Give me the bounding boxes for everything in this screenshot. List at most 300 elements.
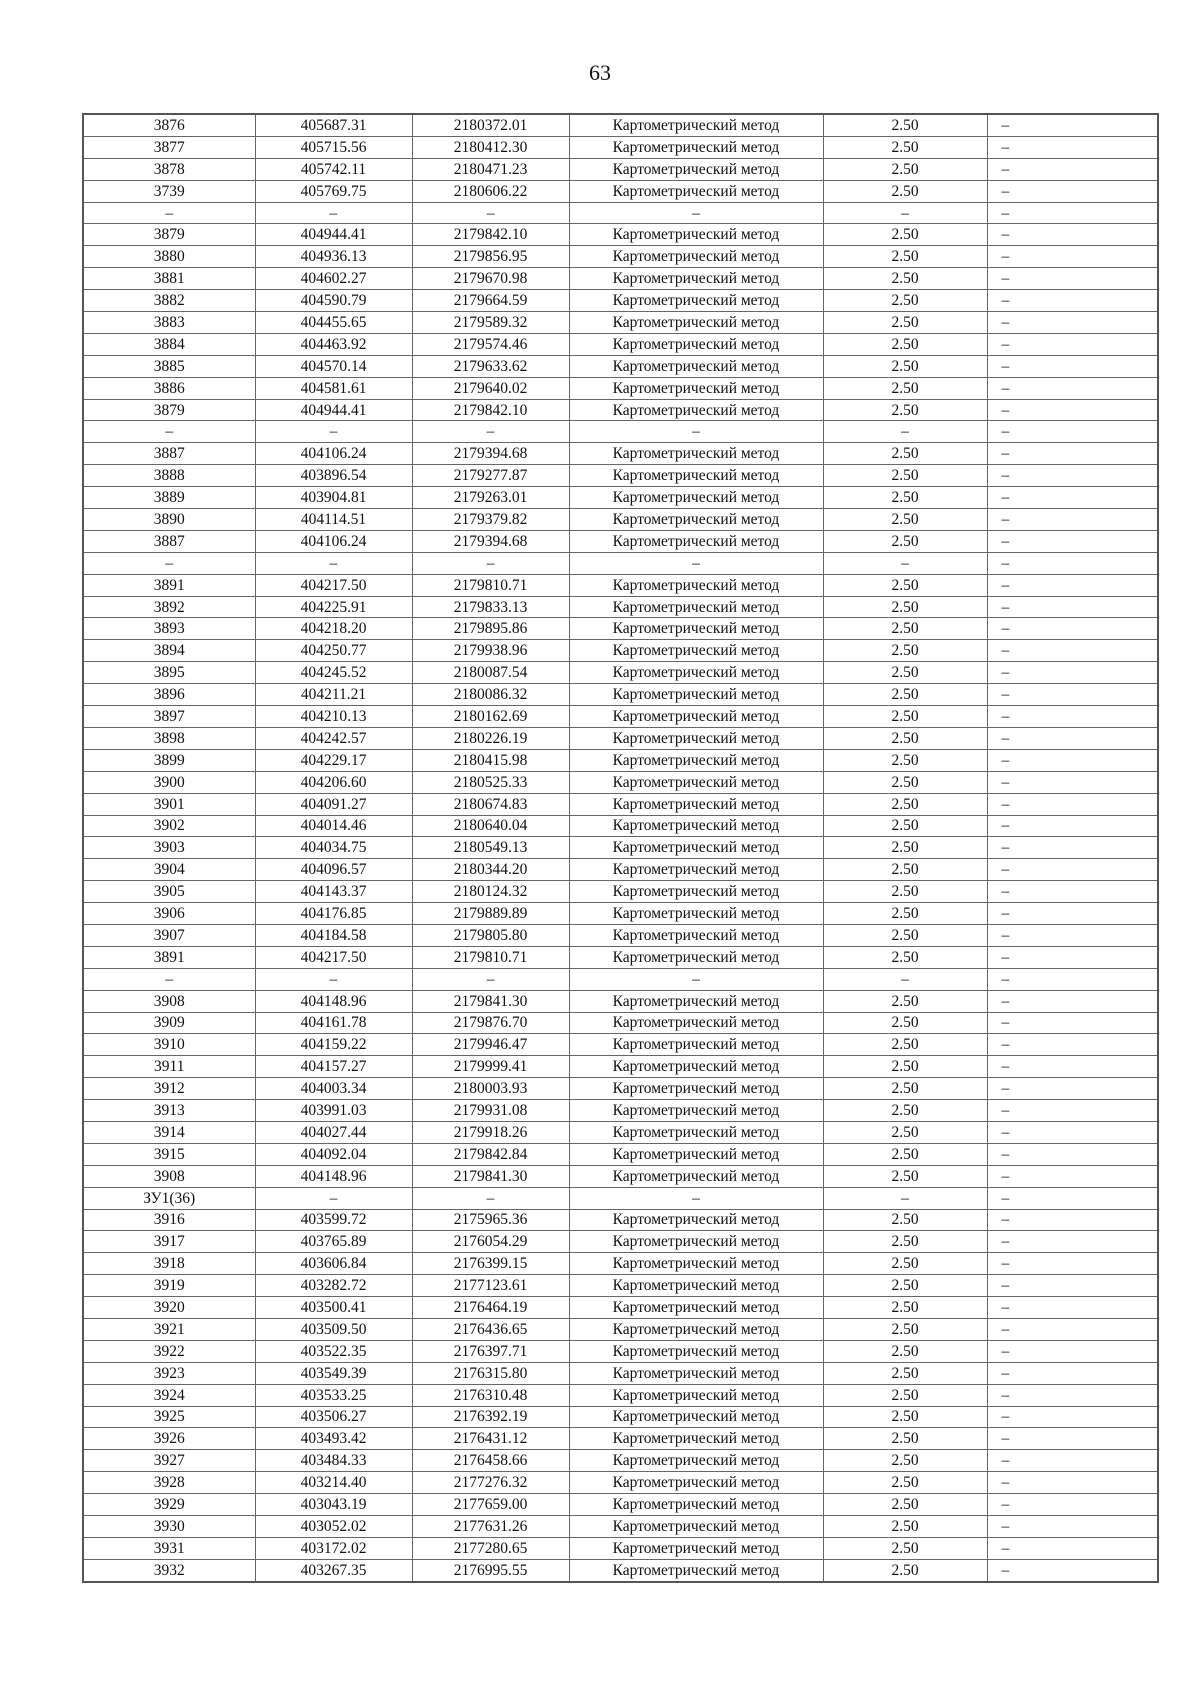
note-cell: – — [987, 355, 1158, 377]
point-number-cell: 3924 — [83, 1384, 255, 1406]
x-coordinate-cell: 403606.84 — [255, 1253, 412, 1275]
point-number-cell: 3895 — [83, 662, 255, 684]
x-coordinate-cell: – — [255, 421, 412, 443]
method-cell: Картометрический метод — [569, 815, 823, 837]
point-number-cell: 3894 — [83, 640, 255, 662]
point-number-cell: 3921 — [83, 1318, 255, 1340]
y-coordinate-cell: 2176397.71 — [412, 1340, 569, 1362]
method-cell: Картометрический метод — [569, 574, 823, 596]
point-number-cell: 3916 — [83, 1209, 255, 1231]
note-cell: – — [987, 421, 1158, 443]
table-row — [83, 1537, 1158, 1559]
note-cell: – — [987, 180, 1158, 202]
y-coordinate-cell: 2180525.33 — [412, 771, 569, 793]
accuracy-cell: 2.50 — [823, 793, 987, 815]
accuracy-cell: 2.50 — [823, 1494, 987, 1516]
table-row — [83, 268, 1158, 290]
table-row — [83, 618, 1158, 640]
y-coordinate-cell: – — [412, 552, 569, 574]
accuracy-cell: 2.50 — [823, 837, 987, 859]
y-coordinate-cell: 2179263.01 — [412, 487, 569, 509]
method-cell: Картометрический метод — [569, 640, 823, 662]
point-number-cell: 3880 — [83, 246, 255, 268]
method-cell: – — [569, 421, 823, 443]
method-cell: Картометрический метод — [569, 1340, 823, 1362]
page-number: 63 — [589, 60, 611, 85]
table-row — [83, 487, 1158, 509]
point-number-cell: 3919 — [83, 1275, 255, 1297]
method-cell: – — [569, 202, 823, 224]
accuracy-cell: – — [823, 202, 987, 224]
y-coordinate-cell: 2180162.69 — [412, 706, 569, 728]
y-coordinate-cell: 2180087.54 — [412, 662, 569, 684]
x-coordinate-cell: 404944.41 — [255, 399, 412, 421]
table-row — [83, 1494, 1158, 1516]
y-coordinate-cell: 2177659.00 — [412, 1494, 569, 1516]
x-coordinate-cell: 404218.20 — [255, 618, 412, 640]
method-cell: Картометрический метод — [569, 158, 823, 180]
accuracy-cell: 2.50 — [823, 443, 987, 465]
accuracy-cell: 2.50 — [823, 246, 987, 268]
method-cell: – — [569, 968, 823, 990]
point-number-cell: 3909 — [83, 1012, 255, 1034]
table-row — [83, 903, 1158, 925]
accuracy-cell: 2.50 — [823, 1537, 987, 1559]
y-coordinate-cell: 2176054.29 — [412, 1231, 569, 1253]
method-cell: Картометрический метод — [569, 749, 823, 771]
note-cell: – — [987, 1362, 1158, 1384]
y-coordinate-cell: 2176995.55 — [412, 1559, 569, 1581]
method-cell: Картометрический метод — [569, 1034, 823, 1056]
y-coordinate-cell: 2180640.04 — [412, 815, 569, 837]
note-cell: – — [987, 968, 1158, 990]
x-coordinate-cell: 405687.31 — [255, 114, 412, 136]
point-number-cell: 3899 — [83, 749, 255, 771]
method-cell: Картометрический метод — [569, 1406, 823, 1428]
coordinates-table-body — [83, 114, 1158, 1582]
y-coordinate-cell: 2179999.41 — [412, 1056, 569, 1078]
table-row — [83, 640, 1158, 662]
table-row — [83, 771, 1158, 793]
table-row — [83, 815, 1158, 837]
accuracy-cell: 2.50 — [823, 903, 987, 925]
note-cell: – — [987, 1297, 1158, 1319]
method-cell: Картометрический метод — [569, 771, 823, 793]
x-coordinate-cell: 404217.50 — [255, 946, 412, 968]
note-cell: – — [987, 1121, 1158, 1143]
point-number-cell: 3930 — [83, 1516, 255, 1538]
x-coordinate-cell: 403500.41 — [255, 1297, 412, 1319]
x-coordinate-cell: 403896.54 — [255, 465, 412, 487]
x-coordinate-cell: 403172.02 — [255, 1537, 412, 1559]
accuracy-cell: 2.50 — [823, 224, 987, 246]
table-row — [83, 946, 1158, 968]
table-row — [83, 706, 1158, 728]
accuracy-cell: 2.50 — [823, 706, 987, 728]
y-coordinate-cell: 2179379.82 — [412, 509, 569, 531]
note-cell: – — [987, 1450, 1158, 1472]
method-cell: Картометрический метод — [569, 1494, 823, 1516]
accuracy-cell: 2.50 — [823, 158, 987, 180]
point-number-cell: 3884 — [83, 333, 255, 355]
note-cell: – — [987, 399, 1158, 421]
method-cell: Картометрический метод — [569, 596, 823, 618]
note-cell: – — [987, 246, 1158, 268]
x-coordinate-cell: 404463.92 — [255, 333, 412, 355]
note-cell: – — [987, 1559, 1158, 1581]
method-cell: Картометрический метод — [569, 377, 823, 399]
y-coordinate-cell: 2179277.87 — [412, 465, 569, 487]
method-cell: Картометрический метод — [569, 224, 823, 246]
point-number-cell: 3913 — [83, 1100, 255, 1122]
point-number-cell: 3914 — [83, 1121, 255, 1143]
table-row — [83, 1056, 1158, 1078]
accuracy-cell: 2.50 — [823, 1078, 987, 1100]
table-row — [83, 749, 1158, 771]
table-row — [83, 859, 1158, 881]
y-coordinate-cell: 2179633.62 — [412, 355, 569, 377]
accuracy-cell: 2.50 — [823, 487, 987, 509]
table-row — [83, 443, 1158, 465]
accuracy-cell: 2.50 — [823, 1231, 987, 1253]
method-cell: – — [569, 1187, 823, 1209]
accuracy-cell: 2.50 — [823, 1297, 987, 1319]
y-coordinate-cell: 2179842.10 — [412, 224, 569, 246]
y-coordinate-cell: 2180549.13 — [412, 837, 569, 859]
accuracy-cell: 2.50 — [823, 1428, 987, 1450]
table-row — [83, 1012, 1158, 1034]
x-coordinate-cell: – — [255, 202, 412, 224]
point-number-cell: 3918 — [83, 1253, 255, 1275]
point-number-cell: 3898 — [83, 727, 255, 749]
x-coordinate-cell: 404148.96 — [255, 990, 412, 1012]
table-row — [83, 837, 1158, 859]
table-row — [83, 1187, 1158, 1209]
accuracy-cell: 2.50 — [823, 114, 987, 136]
method-cell: Картометрический метод — [569, 399, 823, 421]
accuracy-cell: – — [823, 421, 987, 443]
x-coordinate-cell: 403991.03 — [255, 1100, 412, 1122]
accuracy-cell: 2.50 — [823, 771, 987, 793]
accuracy-cell: 2.50 — [823, 268, 987, 290]
note-cell: – — [987, 1231, 1158, 1253]
method-cell: Картометрический метод — [569, 1318, 823, 1340]
note-cell: – — [987, 1318, 1158, 1340]
x-coordinate-cell: 404148.96 — [255, 1165, 412, 1187]
point-number-cell: 3908 — [83, 990, 255, 1012]
note-cell: – — [987, 1143, 1158, 1165]
note-cell: – — [987, 290, 1158, 312]
method-cell: Картометрический метод — [569, 618, 823, 640]
accuracy-cell: 2.50 — [823, 1143, 987, 1165]
y-coordinate-cell: 2177280.65 — [412, 1537, 569, 1559]
note-cell: – — [987, 574, 1158, 596]
y-coordinate-cell: 2177123.61 — [412, 1275, 569, 1297]
table-row — [83, 202, 1158, 224]
table-row — [83, 1121, 1158, 1143]
note-cell: – — [987, 793, 1158, 815]
table-row — [83, 990, 1158, 1012]
table-row — [83, 114, 1158, 136]
y-coordinate-cell: 2180226.19 — [412, 727, 569, 749]
note-cell: – — [987, 1056, 1158, 1078]
point-number-cell: 3906 — [83, 903, 255, 925]
y-coordinate-cell: 2176458.66 — [412, 1450, 569, 1472]
table-row — [83, 509, 1158, 531]
y-coordinate-cell: 2180412.30 — [412, 136, 569, 158]
table-row — [83, 136, 1158, 158]
x-coordinate-cell: 404245.52 — [255, 662, 412, 684]
table-row — [83, 1100, 1158, 1122]
method-cell: Картометрический метод — [569, 837, 823, 859]
note-cell: – — [987, 268, 1158, 290]
note-cell: – — [987, 903, 1158, 925]
x-coordinate-cell: 404602.27 — [255, 268, 412, 290]
note-cell: – — [987, 837, 1158, 859]
x-coordinate-cell: 404003.34 — [255, 1078, 412, 1100]
accuracy-cell: 2.50 — [823, 749, 987, 771]
method-cell: Картометрический метод — [569, 924, 823, 946]
note-cell: – — [987, 114, 1158, 136]
y-coordinate-cell: – — [412, 421, 569, 443]
accuracy-cell: 2.50 — [823, 1516, 987, 1538]
note-cell: – — [987, 749, 1158, 771]
y-coordinate-cell: – — [412, 968, 569, 990]
y-coordinate-cell: 2176310.48 — [412, 1384, 569, 1406]
point-number-cell: 3886 — [83, 377, 255, 399]
table-row — [83, 355, 1158, 377]
table-row — [83, 924, 1158, 946]
note-cell: – — [987, 333, 1158, 355]
note-cell: – — [987, 990, 1158, 1012]
x-coordinate-cell: 403506.27 — [255, 1406, 412, 1428]
method-cell: Картометрический метод — [569, 268, 823, 290]
accuracy-cell: – — [823, 1187, 987, 1209]
accuracy-cell: 2.50 — [823, 1318, 987, 1340]
x-coordinate-cell: 404206.60 — [255, 771, 412, 793]
table-row — [83, 793, 1158, 815]
method-cell: Картометрический метод — [569, 793, 823, 815]
y-coordinate-cell: 2180372.01 — [412, 114, 569, 136]
accuracy-cell: 2.50 — [823, 1406, 987, 1428]
method-cell: Картометрический метод — [569, 1537, 823, 1559]
table-row — [83, 662, 1158, 684]
table-row — [83, 1450, 1158, 1472]
x-coordinate-cell: 403599.72 — [255, 1209, 412, 1231]
table-row — [83, 377, 1158, 399]
x-coordinate-cell: 403267.35 — [255, 1559, 412, 1581]
table-row — [83, 1165, 1158, 1187]
table-row — [83, 1406, 1158, 1428]
x-coordinate-cell: 403533.25 — [255, 1384, 412, 1406]
accuracy-cell: 2.50 — [823, 859, 987, 881]
note-cell: – — [987, 136, 1158, 158]
note-cell: – — [987, 1100, 1158, 1122]
accuracy-cell: 2.50 — [823, 1275, 987, 1297]
note-cell: – — [987, 618, 1158, 640]
x-coordinate-cell: 404210.13 — [255, 706, 412, 728]
accuracy-cell: 2.50 — [823, 290, 987, 312]
note-cell: – — [987, 640, 1158, 662]
point-number-cell: 3917 — [83, 1231, 255, 1253]
table-row — [83, 552, 1158, 574]
point-number-cell: 3891 — [83, 946, 255, 968]
point-number-cell: 3911 — [83, 1056, 255, 1078]
table-row — [83, 1275, 1158, 1297]
table-row — [83, 1559, 1158, 1581]
y-coordinate-cell: 2175965.36 — [412, 1209, 569, 1231]
table-row — [83, 333, 1158, 355]
note-cell: – — [987, 530, 1158, 552]
method-cell: Картометрический метод — [569, 443, 823, 465]
x-coordinate-cell: 404034.75 — [255, 837, 412, 859]
y-coordinate-cell: 2180086.32 — [412, 684, 569, 706]
point-number-cell: 3892 — [83, 596, 255, 618]
x-coordinate-cell: 405715.56 — [255, 136, 412, 158]
x-coordinate-cell: – — [255, 1187, 412, 1209]
method-cell: Картометрический метод — [569, 859, 823, 881]
table-row — [83, 1034, 1158, 1056]
note-cell: – — [987, 552, 1158, 574]
point-number-cell: – — [83, 421, 255, 443]
y-coordinate-cell: 2179841.30 — [412, 990, 569, 1012]
note-cell: – — [987, 596, 1158, 618]
y-coordinate-cell: 2179931.08 — [412, 1100, 569, 1122]
accuracy-cell: 2.50 — [823, 815, 987, 837]
x-coordinate-cell: 404106.24 — [255, 443, 412, 465]
point-number-cell: 3885 — [83, 355, 255, 377]
point-number-cell: 3925 — [83, 1406, 255, 1428]
point-number-cell: 3927 — [83, 1450, 255, 1472]
method-cell: Картометрический метод — [569, 1231, 823, 1253]
coordinates-table — [82, 113, 1159, 1583]
note-cell: – — [987, 1472, 1158, 1494]
point-number-cell: 3920 — [83, 1297, 255, 1319]
table-row — [83, 1078, 1158, 1100]
table-row — [83, 1340, 1158, 1362]
method-cell: – — [569, 552, 823, 574]
y-coordinate-cell: 2179938.96 — [412, 640, 569, 662]
note-cell: – — [987, 202, 1158, 224]
note-cell: – — [987, 312, 1158, 334]
accuracy-cell: 2.50 — [823, 640, 987, 662]
point-number-cell: – — [83, 202, 255, 224]
method-cell: Картометрический метод — [569, 1253, 823, 1275]
x-coordinate-cell: 404176.85 — [255, 903, 412, 925]
x-coordinate-cell: 404936.13 — [255, 246, 412, 268]
x-coordinate-cell: 404581.61 — [255, 377, 412, 399]
method-cell: Картометрический метод — [569, 1056, 823, 1078]
y-coordinate-cell: 2179889.89 — [412, 903, 569, 925]
table-row — [83, 1297, 1158, 1319]
x-coordinate-cell: 404944.41 — [255, 224, 412, 246]
method-cell: Картометрический метод — [569, 1143, 823, 1165]
method-cell: Картометрический метод — [569, 946, 823, 968]
note-cell: – — [987, 465, 1158, 487]
table-row — [83, 312, 1158, 334]
note-cell: – — [987, 1187, 1158, 1209]
x-coordinate-cell: 403509.50 — [255, 1318, 412, 1340]
table-row — [83, 246, 1158, 268]
y-coordinate-cell: 2180674.83 — [412, 793, 569, 815]
x-coordinate-cell: 404161.78 — [255, 1012, 412, 1034]
accuracy-cell: 2.50 — [823, 1450, 987, 1472]
note-cell: – — [987, 1384, 1158, 1406]
y-coordinate-cell: 2179876.70 — [412, 1012, 569, 1034]
method-cell: Картометрический метод — [569, 706, 823, 728]
table-row — [83, 421, 1158, 443]
x-coordinate-cell: 404091.27 — [255, 793, 412, 815]
note-cell: – — [987, 859, 1158, 881]
accuracy-cell: 2.50 — [823, 1165, 987, 1187]
x-coordinate-cell: 405769.75 — [255, 180, 412, 202]
point-number-cell: 3931 — [83, 1537, 255, 1559]
point-number-cell: 3907 — [83, 924, 255, 946]
y-coordinate-cell: 2176464.19 — [412, 1297, 569, 1319]
x-coordinate-cell: 404570.14 — [255, 355, 412, 377]
point-number-cell: 3893 — [83, 618, 255, 640]
note-cell: – — [987, 1494, 1158, 1516]
point-number-cell: 3896 — [83, 684, 255, 706]
method-cell: Картометрический метод — [569, 290, 823, 312]
method-cell: Картометрический метод — [569, 465, 823, 487]
table-row — [83, 1143, 1158, 1165]
accuracy-cell: 2.50 — [823, 1121, 987, 1143]
y-coordinate-cell: 2179810.71 — [412, 574, 569, 596]
x-coordinate-cell: 404225.91 — [255, 596, 412, 618]
table-row — [83, 1384, 1158, 1406]
y-coordinate-cell: 2179810.71 — [412, 946, 569, 968]
point-number-cell: 3915 — [83, 1143, 255, 1165]
point-number-cell: 3888 — [83, 465, 255, 487]
accuracy-cell: 2.50 — [823, 990, 987, 1012]
table-row — [83, 399, 1158, 421]
note-cell: – — [987, 1012, 1158, 1034]
x-coordinate-cell: 404143.37 — [255, 881, 412, 903]
method-cell: Картометрический метод — [569, 136, 823, 158]
y-coordinate-cell: 2180003.93 — [412, 1078, 569, 1100]
method-cell: Картометрический метод — [569, 1362, 823, 1384]
point-number-cell: 3902 — [83, 815, 255, 837]
method-cell: Картометрический метод — [569, 1100, 823, 1122]
method-cell: Картометрический метод — [569, 1450, 823, 1472]
y-coordinate-cell: 2179805.80 — [412, 924, 569, 946]
y-coordinate-cell: 2176431.12 — [412, 1428, 569, 1450]
point-number-cell: ЗУ1(36) — [83, 1187, 255, 1209]
x-coordinate-cell: 404211.21 — [255, 684, 412, 706]
note-cell: – — [987, 771, 1158, 793]
accuracy-cell: 2.50 — [823, 1384, 987, 1406]
point-number-cell: 3922 — [83, 1340, 255, 1362]
note-cell: – — [987, 924, 1158, 946]
note-cell: – — [987, 1428, 1158, 1450]
y-coordinate-cell: 2179946.47 — [412, 1034, 569, 1056]
note-cell: – — [987, 158, 1158, 180]
method-cell: Картометрический метод — [569, 881, 823, 903]
note-cell: – — [987, 815, 1158, 837]
accuracy-cell: 2.50 — [823, 727, 987, 749]
method-cell: Картометрический метод — [569, 487, 823, 509]
table-row — [83, 1231, 1158, 1253]
accuracy-cell: 2.50 — [823, 136, 987, 158]
accuracy-cell: – — [823, 968, 987, 990]
point-number-cell: – — [83, 552, 255, 574]
accuracy-cell: 2.50 — [823, 465, 987, 487]
accuracy-cell: 2.50 — [823, 618, 987, 640]
point-number-cell: 3890 — [83, 509, 255, 531]
x-coordinate-cell: 403052.02 — [255, 1516, 412, 1538]
x-coordinate-cell: 403904.81 — [255, 487, 412, 509]
